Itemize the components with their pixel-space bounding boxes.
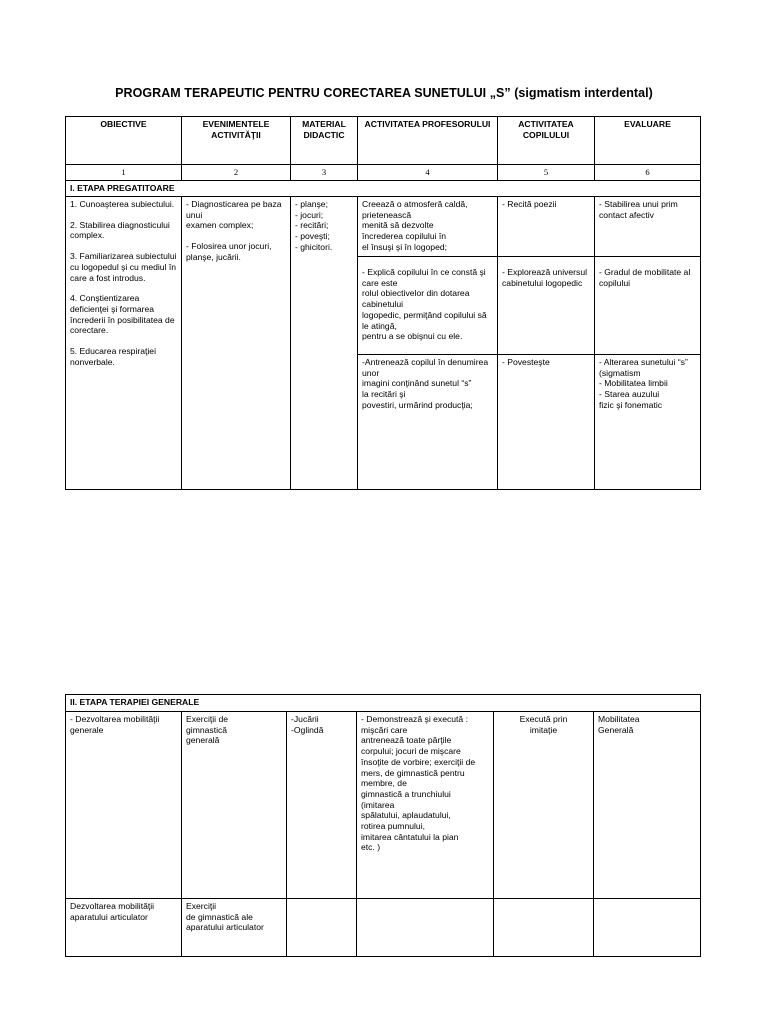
child-activity-cell: Execută prin imitaţie xyxy=(494,712,594,899)
header-teacher-activity: ACTIVITATEA PROFESORULUI xyxy=(358,117,498,165)
events-cell xyxy=(182,197,291,490)
column-number: 3 xyxy=(291,165,358,181)
therapy-table-stage-2 xyxy=(65,694,701,957)
evaluation-cell xyxy=(594,899,701,957)
objective-item: 3. Familiarizarea subiectului cu logopedul şi cu mediul în care a fost introdus. xyxy=(70,251,177,283)
child-activity-cell: - Explorează universul cabinetului logopedic xyxy=(498,257,595,355)
materials-cell: - planşe; - jocuri; - recitări; - poveşti; - ghicitori. xyxy=(291,197,358,490)
evaluation-cell: Mobilitatea Generală xyxy=(594,712,701,899)
objective-item: 4. Conştientizarea deficienţei şi formarea încrederii în posibilitatea de corectare. xyxy=(70,293,175,336)
child-activity-cell: - Povesteşte xyxy=(498,355,595,490)
evaluation-cell: - Stabilirea unui prim contact afectiv xyxy=(595,197,701,257)
teacher-activity-cell: Creează o atmosferă caldă, prietenească menită să dezvolte încrederea copilului în el însuşi şi în logoped; xyxy=(358,197,498,257)
evaluation-cell: - Alterarea sunetului “s” (sigmatism - Mobilitatea limbii - Starea auzului fizic şi fonematic xyxy=(595,355,701,490)
event-item: - Diagnosticarea pe baza unui examen complex; xyxy=(186,199,282,231)
column-number: 1 xyxy=(66,165,182,181)
event-cell: Exerciţii de gimnastică ale aparatului articulator xyxy=(182,899,287,957)
section-heading: I. ETAPA PREGATITOARE xyxy=(66,181,701,197)
objective-cell: - Dezvoltarea mobilităţii generale xyxy=(66,712,182,899)
column-number: 2 xyxy=(182,165,291,181)
objective-item: 5. Educarea respiraţiei nonverbale. xyxy=(70,346,156,367)
header-evaluation: EVALUARE xyxy=(595,117,701,165)
objective-cell: Dezvoltarea mobilităţii aparatului articulator xyxy=(66,899,182,957)
header-material: MATERIAL DIDACTIC xyxy=(291,117,358,165)
event-cell: Exerciţii de gimnastică generală xyxy=(182,712,287,899)
document-title: PROGRAM TERAPEUTIC PENTRU CORECTAREA SUNETULUI „S” (sigmatism interdental) xyxy=(115,86,653,100)
objective-item: 2. Stabilirea diagnosticului complex. xyxy=(70,219,170,241)
child-activity-cell: - Recită poezii xyxy=(498,197,595,257)
column-number: 4 xyxy=(358,165,498,181)
material-cell xyxy=(287,899,357,957)
child-activity-cell xyxy=(494,899,594,957)
column-number: 5 xyxy=(498,165,595,181)
header-objective: OBIECTIVE xyxy=(66,117,182,165)
objective-item: 1. Cunoaşterea subiectului. xyxy=(70,199,175,209)
objectives-cell xyxy=(66,197,182,490)
header-child-activity: ACTIVITATEA COPILULUI xyxy=(498,117,595,165)
material-cell: -Jucării -Oglindă xyxy=(287,712,357,899)
column-number: 6 xyxy=(595,165,701,181)
therapy-table-stage-1 xyxy=(65,116,701,490)
header-events: EVENIMENTELE ACTIVITĂŢII xyxy=(182,117,291,165)
evaluation-cell: - Gradul de mobilitate al copilului xyxy=(595,257,701,355)
teacher-activity-cell: - Explică copilului în ce constă şi care este rolul obiectivelor din dotarea cabinetului logopedic, permiţând copilului să le atingă, pentru a se obişnui cu ele. xyxy=(358,257,498,355)
teacher-activity-cell: - Demonstrează şi execută : mişcări care antrenează toate părţile corpului; jocuri de mişcare însoţite de vorbire; exerciţii de mers, de gimnastică pentru membre, de gimnastică a trunchiului (imitarea spălatului, aplaudatului, rotirea pumnului, imitarea cântatului la pian etc. ) xyxy=(357,712,494,899)
section-heading: II. ETAPA TERAPIEI GENERALE xyxy=(66,695,701,712)
teacher-activity-cell: -Antrenează copilul în denumirea unor imagini conţinând sunetul “s” la recitări şi povestiri, urmărind producţia; xyxy=(358,355,498,490)
event-item: - Folosirea unor jocuri, planşe, jucării. xyxy=(186,241,272,262)
teacher-activity-cell xyxy=(357,899,494,957)
